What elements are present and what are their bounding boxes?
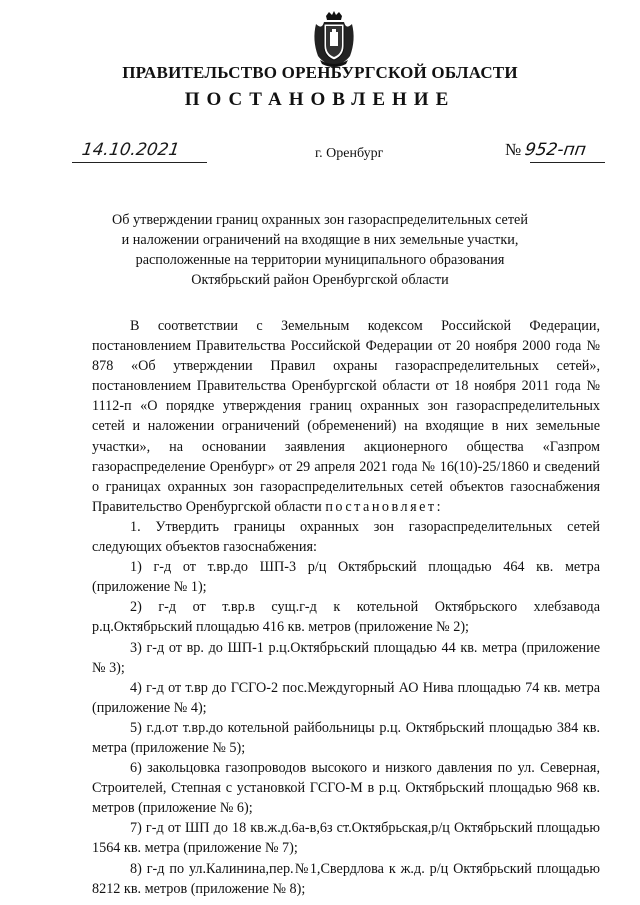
list-item: 5) г.д.от т.вр.до котельной райбольницы р.ц. Октябрьский площадью 384 кв. метра (приложение № 5); xyxy=(92,719,600,756)
date-underline xyxy=(72,162,207,163)
preamble-text: В соответствии с Земельным кодексом Российской Федерации, постановлением Правительства Российской Федерации от 20 ноября 2000 года № 878 «Об утверждении Правил охраны газораспределительных сетей», постановлением Правительства Оренбургской области от 18 ноября 2011 года № 1112-п «О порядке утверждения границ охранных зон газораспределительных сетей и наложении ограничений (обременений) на входящие в них земельные участки», на основании заявления акционерного общества «Газпром газораспределение Оренбург» от 29 апреля 2021 года № 16(10)-25/1860 и сведений о границах охранных зон газораспределительных сетей объектов газоснабжения Правительство Оренбургской области xyxy=(92,318,600,515)
list-item: 7) г-д от ШП до 18 кв.ж.д.6а-в,6з ст.Октябрьская,р/ц Октябрьский площадью 1564 кв. метра (приложение № 7); xyxy=(92,820,600,857)
list-item: 2) г-д от т.вр.в сущ.г-д к котельной Октябрьского хлебзавода р.ц.Октябрьский площадью 416 кв. метров (приложение № 2); xyxy=(92,599,600,636)
title-line: Октябрьский район Оренбургской области xyxy=(191,272,449,288)
list-item: 3) г-д от вр. до ШП-1 р.ц.Октябрьский площадью 44 кв. метра (приложение № 3); xyxy=(92,639,600,676)
list-item: 6) закольцовка газопроводов высокого и низкого давления по ул. Северная, Строителей, Степная с установкой ГСГО-М в р.ц. Октябрьский площадью 968 кв. метров (приложение № 6); xyxy=(92,760,600,817)
document-city: г. Оренбург xyxy=(315,146,384,161)
document-type: ПОСТАНОВЛЕНИЕ xyxy=(184,89,456,110)
title-line: и наложении ограничений на входящие в них земельные участки, xyxy=(121,232,519,248)
document-number xyxy=(505,140,586,160)
number-sign: № xyxy=(505,140,522,159)
document-body xyxy=(92,316,600,899)
clause-paragraph: 1. Утвердить границы охранных зон газораспределительных сетей следующих объектов газоснабжения: xyxy=(92,518,600,556)
decree-word: постановляет: xyxy=(325,498,444,515)
title-line: Об утверждении границ охранных зон газораспределительных сетей xyxy=(112,212,528,228)
document-meta xyxy=(60,140,600,170)
number-underline xyxy=(530,162,605,163)
list-item: 8) г-д по ул.Калинина,пер.№1,Свердлова к ж.д. р/ц Октябрьский площадью 8212 кв. метров (приложение № 8); xyxy=(92,860,600,897)
number-value: 952-пп xyxy=(524,140,588,160)
preamble-paragraph xyxy=(92,316,600,517)
coat-of-arms-icon xyxy=(310,10,358,68)
document-title xyxy=(80,210,560,290)
list-item: 1) г-д от т.вр.до ШП-3 р/ц Октябрьский площадью 464 кв. метра (приложение № 1); xyxy=(92,559,600,596)
organization-name: ПРАВИТЕЛЬСТВО ОРЕНБУРГСКОЙ ОБЛАСТИ xyxy=(122,63,518,82)
document-date: 14.10.2021 xyxy=(80,140,181,160)
title-line: расположенные на территории муниципального образования xyxy=(135,252,505,268)
list-item: 4) г-д от т.вр до ГСГО-2 пос.Междугорный АО Нива площадью 74 кв. метра (приложение № 4); xyxy=(92,679,600,716)
